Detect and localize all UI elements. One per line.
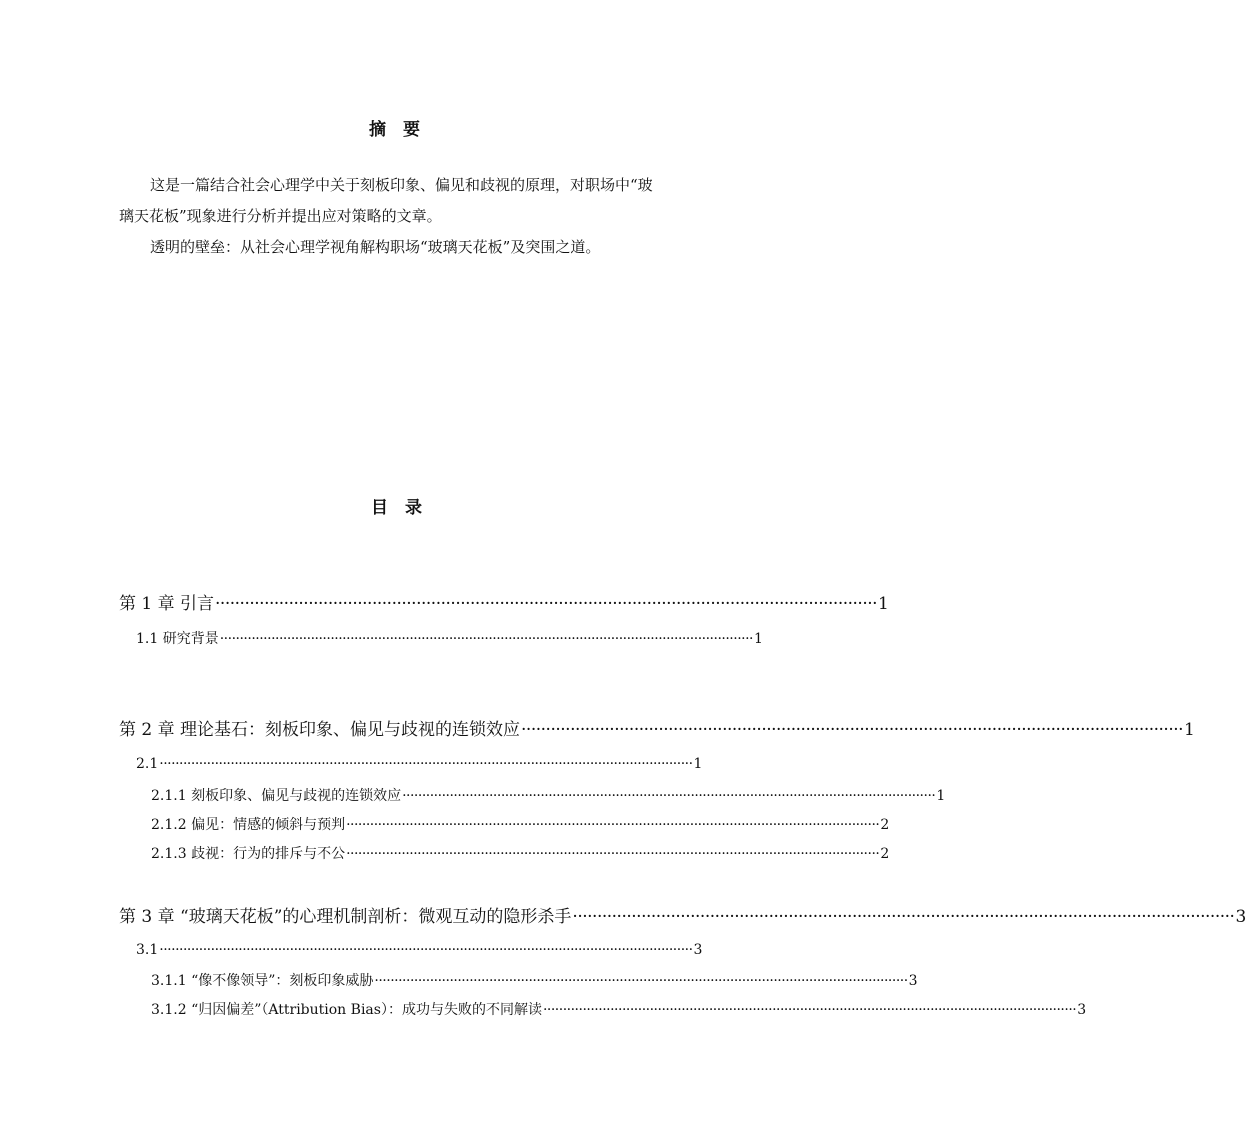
toc-leader-dots: ······································································································································· <box>346 846 880 862</box>
toc-entry-label: 3.1 <box>136 942 159 958</box>
toc-entry-label: 1.1 研究背景 <box>136 631 219 647</box>
toc-entry-section-2-1[interactable] <box>136 756 703 772</box>
toc-entry-section-2-1-2[interactable] <box>151 814 890 834</box>
toc-entry-page: 3 <box>693 942 703 958</box>
toc-entry-section-1-1[interactable] <box>136 628 763 648</box>
toc-leader-dots: ······································································································································· <box>159 756 693 772</box>
toc-entry-chapter-1[interactable] <box>119 589 889 614</box>
toc-entry-label: 2.1.1 刻板印象、偏见与歧视的连锁效应 <box>151 788 402 804</box>
toc-entry-label: 2.1 <box>136 756 159 772</box>
toc-entry-page: 3 <box>1077 1002 1087 1018</box>
toc-leader-dots: ······································································································································· <box>215 594 878 614</box>
toc-leader-dots: ······································································································································· <box>521 720 1184 740</box>
toc-title: 目 录 <box>371 498 422 518</box>
toc-entry-section-2-1-1[interactable] <box>151 785 946 805</box>
toc-entry-label: 2.1.3 歧视：行为的排斥与不公 <box>151 846 346 862</box>
toc-entry-label: 第 1 章 引言 <box>119 594 215 614</box>
toc-entry-page: 2 <box>880 846 890 862</box>
abstract-title: 摘 要 <box>369 120 420 140</box>
abstract-paragraph-line-3: 透明的壁垒：从社会心理学视角解构职场“玻璃天花板”及突围之道。 <box>150 238 601 256</box>
toc-entry-label: 第 2 章 理论基石：刻板印象、偏见与歧视的连锁效应 <box>119 720 521 740</box>
toc-leader-dots: ······································································································································· <box>542 1002 1077 1018</box>
toc-leader-dots: ······································································································································· <box>402 788 936 804</box>
toc-leader-dots: ······································································································································· <box>572 907 1235 927</box>
toc-leader-dots: ······································································································································· <box>374 973 908 989</box>
toc-entry-page: 1 <box>1184 720 1195 740</box>
toc-entry-label: 2.1.2 偏见：情感的倾斜与预判 <box>151 817 346 833</box>
toc-entry-page: 2 <box>880 817 890 833</box>
toc-entry-page: 3 <box>908 973 918 989</box>
toc-entry-section-3-1[interactable] <box>136 942 703 958</box>
toc-entry-section-3-1-2[interactable] <box>151 999 1087 1019</box>
toc-entry-chapter-3[interactable] <box>119 902 1246 927</box>
abstract-paragraph-line-2: 璃天花板”现象进行分析并提出应对策略的文章。 <box>119 207 442 225</box>
toc-leader-dots: ······································································································································· <box>159 942 693 958</box>
toc-entry-page: 1 <box>693 756 703 772</box>
toc-entry-chapter-2[interactable] <box>119 715 1195 740</box>
toc-entry-section-2-1-3[interactable] <box>151 843 890 863</box>
toc-entry-page: 3 <box>1235 907 1246 927</box>
toc-entry-label: 3.1.2 “归因偏差”（Attribution Bias）：成功与失败的不同解读 <box>151 1002 542 1018</box>
toc-entry-page: 1 <box>936 788 946 804</box>
toc-entry-page: 1 <box>878 594 889 614</box>
toc-entry-section-3-1-1[interactable] <box>151 970 918 990</box>
toc-entry-page: 1 <box>754 631 763 647</box>
toc-entry-label: 3.1.1 “像不像领导”：刻板印象威胁 <box>151 973 374 989</box>
abstract-paragraph-line-1: 这是一篇结合社会心理学中关于刻板印象、偏见和歧视的原理，对职场中“玻 <box>150 176 653 194</box>
toc-entry-label: 第 3 章 “玻璃天花板”的心理机制剖析：微观互动的隐形杀手 <box>119 907 572 927</box>
toc-leader-dots: ······································································································································· <box>346 817 880 833</box>
toc-leader-dots: ······································································································································· <box>219 631 753 647</box>
